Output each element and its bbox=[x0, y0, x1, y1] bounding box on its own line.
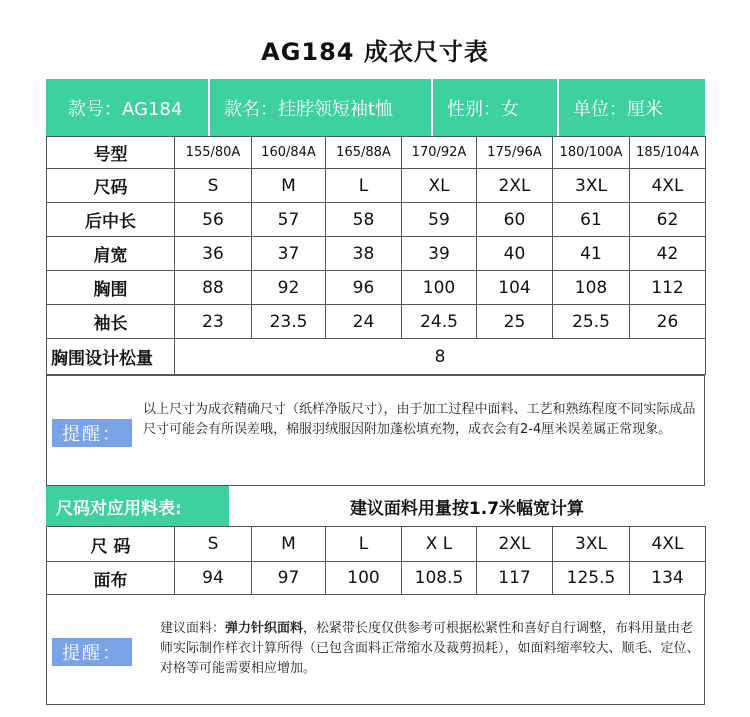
cell: 24.5 bbox=[402, 305, 477, 339]
note-box-2 bbox=[46, 594, 705, 705]
row-label: 面布 bbox=[47, 562, 175, 595]
cell: 23.5 bbox=[252, 305, 326, 339]
row-chest bbox=[47, 271, 706, 305]
cell: S bbox=[175, 527, 252, 562]
cell: 58 bbox=[326, 203, 402, 237]
page-title: AG184 成衣尺寸表 bbox=[261, 38, 489, 66]
ease-value: 8 bbox=[175, 339, 706, 375]
cell: 160/84A bbox=[252, 137, 326, 169]
cell: 92 bbox=[252, 271, 326, 305]
row-label: 号型 bbox=[47, 137, 175, 169]
cell: 117 bbox=[477, 562, 553, 595]
style-name: 款名：挂脖领短袖t恤 bbox=[224, 98, 394, 120]
info-header bbox=[46, 79, 705, 136]
cell: 36 bbox=[175, 237, 252, 271]
tip-label: 提醒： bbox=[52, 419, 132, 447]
cell: 100 bbox=[326, 562, 402, 595]
cell: 41 bbox=[553, 237, 630, 271]
cell: 61 bbox=[553, 203, 630, 237]
note-bold: 弹力针织面料 bbox=[225, 621, 304, 636]
row-label: 尺 码 bbox=[47, 527, 175, 562]
cell: X L bbox=[402, 527, 477, 562]
row-model bbox=[47, 137, 706, 169]
cell: 112 bbox=[630, 271, 706, 305]
cell: 175/96A bbox=[477, 137, 553, 169]
cell: 23 bbox=[175, 305, 252, 339]
cell: S bbox=[175, 169, 252, 203]
cell: 88 bbox=[175, 271, 252, 305]
row-label: 胸围 bbox=[47, 271, 175, 305]
cell: 3XL bbox=[553, 527, 630, 562]
row-label: 袖长 bbox=[47, 305, 175, 339]
note-text bbox=[160, 619, 700, 679]
cell: 170/92A bbox=[402, 137, 477, 169]
row-label: 尺码 bbox=[47, 169, 175, 203]
cell: 108.5 bbox=[402, 562, 477, 595]
fabric-table bbox=[46, 526, 706, 595]
style-number: 款号：AG184 bbox=[68, 98, 183, 120]
cell: 100 bbox=[402, 271, 477, 305]
cell: 185/104A bbox=[630, 137, 706, 169]
cell: 40 bbox=[477, 237, 553, 271]
fabric-size-row bbox=[47, 527, 706, 562]
row-sleeve bbox=[47, 305, 706, 339]
cell: 60 bbox=[477, 203, 553, 237]
cell: 155/80A bbox=[175, 137, 252, 169]
cell: 38 bbox=[326, 237, 402, 271]
cell: L bbox=[326, 169, 402, 203]
row-shoulder bbox=[47, 237, 706, 271]
cell: 96 bbox=[326, 271, 402, 305]
size-table bbox=[46, 136, 706, 375]
tip-label: 提醒： bbox=[52, 638, 132, 666]
fabric-section-desc: 建议面料用量按1.7米幅宽计算 bbox=[349, 498, 585, 519]
cell: XL bbox=[402, 169, 477, 203]
cell: L bbox=[326, 527, 402, 562]
cell: 180/100A bbox=[553, 137, 630, 169]
row-label: 后中长 bbox=[47, 203, 175, 237]
cell: 59 bbox=[402, 203, 477, 237]
cell: 25 bbox=[477, 305, 553, 339]
row-size bbox=[47, 169, 706, 203]
cell: 62 bbox=[630, 203, 706, 237]
cell: 97 bbox=[252, 562, 326, 595]
cell: 24 bbox=[326, 305, 402, 339]
unit: 单位：厘米 bbox=[573, 98, 663, 120]
cell: 3XL bbox=[553, 169, 630, 203]
row-back-length bbox=[47, 203, 706, 237]
cell: 4XL bbox=[630, 169, 706, 203]
cell: 4XL bbox=[630, 527, 706, 562]
note-text: 以上尺寸为成衣精确尺寸（纸样净版尺寸），由于加工过程中面料、工艺和熟练程度不同实际成品尺寸可能会有所误差哦，棉服羽绒服因附加蓬松填充物，成衣会有2-4厘米误差属正常现象。 bbox=[143, 402, 696, 437]
note-body: ，松紧带长度仅供参考可根据松紧性和喜好自行调整，布料用量由老师实际制作样衣计算所得（已包含面料正常缩水及裁剪损耗），如面料缩率较大、顺毛、定位、对格等可能需要相应增加。 bbox=[160, 621, 700, 676]
cell: 125.5 bbox=[553, 562, 630, 595]
fabric-section-header bbox=[46, 486, 705, 526]
cell: M bbox=[252, 169, 326, 203]
cell: 134 bbox=[630, 562, 706, 595]
cell: 56 bbox=[175, 203, 252, 237]
row-ease bbox=[47, 339, 706, 375]
fabric-section-label: 尺码对应用料表: bbox=[46, 486, 229, 526]
note-box bbox=[46, 375, 705, 486]
cell: 26 bbox=[630, 305, 706, 339]
cell: 94 bbox=[175, 562, 252, 595]
row-label: 胸围设计松量 bbox=[47, 339, 175, 375]
cell: 165/88A bbox=[326, 137, 402, 169]
note-prefix: 建议面料： bbox=[160, 621, 226, 636]
cell: 2XL bbox=[477, 527, 553, 562]
cell: 57 bbox=[252, 203, 326, 237]
row-label: 肩宽 bbox=[47, 237, 175, 271]
cell: 104 bbox=[477, 271, 553, 305]
cell: 25.5 bbox=[553, 305, 630, 339]
fabric-amount-row bbox=[47, 562, 706, 595]
cell: 42 bbox=[630, 237, 706, 271]
cell: 108 bbox=[553, 271, 630, 305]
cell: 2XL bbox=[477, 169, 553, 203]
cell: 37 bbox=[252, 237, 326, 271]
cell: 39 bbox=[402, 237, 477, 271]
gender: 性别：女 bbox=[447, 98, 519, 120]
cell: M bbox=[252, 527, 326, 562]
